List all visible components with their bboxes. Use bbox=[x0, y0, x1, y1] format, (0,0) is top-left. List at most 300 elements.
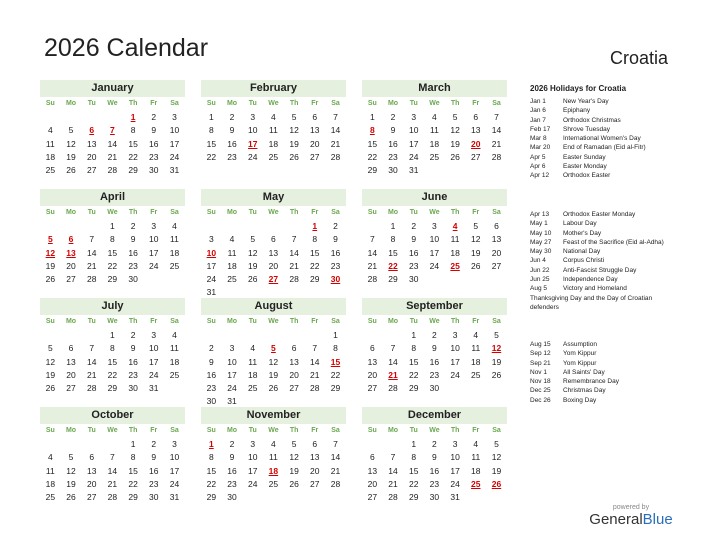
day-cell: 22 bbox=[107, 369, 118, 380]
month-name: October bbox=[40, 407, 185, 424]
week-row bbox=[362, 273, 507, 286]
holiday-date: Mar 20 bbox=[530, 144, 551, 152]
day-cell: 16 bbox=[330, 247, 341, 258]
week-row bbox=[40, 478, 185, 491]
week-row bbox=[201, 273, 346, 286]
weekday-label: Mo bbox=[226, 318, 238, 325]
day-cell: 20 bbox=[268, 260, 279, 271]
day-cell bbox=[242, 329, 263, 342]
day-cell: 27 bbox=[86, 492, 97, 503]
holiday-name: Remembrance Day bbox=[563, 378, 619, 386]
day-cell: 23 bbox=[429, 369, 440, 380]
day-cell: 26 bbox=[289, 151, 299, 162]
day-cell: 13 bbox=[367, 465, 378, 476]
week-row bbox=[40, 273, 185, 286]
holiday-date: Apr 6 bbox=[530, 163, 546, 171]
week-row bbox=[201, 438, 346, 451]
weekday-label: Mo bbox=[65, 427, 77, 434]
day-cell: 19 bbox=[471, 247, 481, 258]
holiday-day: 10 bbox=[206, 247, 217, 258]
day-cell: 9 bbox=[432, 343, 437, 354]
holiday-list-2 bbox=[530, 210, 680, 312]
holiday-date: Jan 1 bbox=[530, 98, 546, 105]
day-cell: 13 bbox=[289, 356, 299, 367]
day-cell: 22 bbox=[310, 260, 320, 271]
day-cell bbox=[164, 273, 185, 286]
week-row bbox=[201, 465, 346, 478]
day-cell: 23 bbox=[128, 369, 138, 380]
day-cell: 22 bbox=[107, 260, 118, 271]
day-cell: 4 bbox=[229, 234, 235, 245]
brand-name-part1: General bbox=[589, 511, 643, 528]
day-cell: 14 bbox=[86, 247, 97, 258]
day-cell: 25 bbox=[227, 274, 237, 285]
holiday-date: Jun 4 bbox=[530, 257, 546, 265]
day-cell: 3 bbox=[172, 439, 177, 449]
day-cell: 21 bbox=[330, 465, 341, 476]
holiday-item bbox=[530, 171, 680, 180]
holiday-day: 12 bbox=[45, 247, 56, 258]
day-cell bbox=[284, 491, 305, 504]
day-cell: 19 bbox=[45, 369, 56, 380]
day-cell: 31 bbox=[149, 383, 159, 394]
day-cell: 8 bbox=[110, 234, 115, 245]
day-cell: 19 bbox=[289, 465, 299, 476]
holiday-day: 30 bbox=[330, 274, 341, 285]
week-row bbox=[40, 491, 185, 504]
weekday-label: Th bbox=[128, 209, 138, 216]
week-row bbox=[362, 247, 507, 260]
day-cell: 16 bbox=[128, 356, 138, 367]
holiday-item bbox=[530, 116, 680, 125]
day-cell: 5 bbox=[47, 343, 53, 354]
day-cell: 21 bbox=[86, 260, 97, 271]
day-cell: 11 bbox=[170, 234, 179, 245]
day-cell: 7 bbox=[494, 112, 499, 122]
day-cell: 1 bbox=[333, 330, 338, 340]
day-cell: 16 bbox=[429, 356, 440, 367]
week-row bbox=[40, 451, 185, 464]
day-cell: 2 bbox=[432, 439, 437, 449]
day-cell: 29 bbox=[128, 492, 138, 503]
holiday-wrap-text: Thanksgiving Day and the Day of Croatian defenders bbox=[530, 294, 653, 311]
holiday-date: Apr 5 bbox=[530, 153, 546, 161]
week-row bbox=[362, 342, 507, 355]
holiday-name: Victory and Homeland bbox=[563, 285, 627, 293]
day-cell: 14 bbox=[86, 356, 97, 367]
day-cell: 13 bbox=[268, 247, 279, 258]
day-cell: 5 bbox=[250, 234, 256, 245]
holiday-item bbox=[530, 256, 680, 265]
day-cell: 13 bbox=[86, 465, 97, 476]
week-row bbox=[40, 369, 185, 382]
day-cell: 12 bbox=[491, 452, 502, 463]
holiday-date: Jan 7 bbox=[530, 116, 546, 124]
day-cell: 1 bbox=[110, 221, 115, 231]
week-row bbox=[40, 260, 185, 273]
day-cell: 25 bbox=[169, 260, 180, 271]
week-row bbox=[40, 356, 185, 369]
day-cell: 21 bbox=[86, 369, 97, 380]
holiday-date: Jun 22 bbox=[530, 266, 550, 274]
day-cell: 22 bbox=[128, 478, 138, 489]
day-cell bbox=[284, 220, 305, 233]
week-row bbox=[362, 329, 507, 342]
day-cell: 23 bbox=[330, 260, 341, 271]
day-cell: 7 bbox=[89, 234, 95, 245]
day-cell: 3 bbox=[229, 343, 235, 354]
holiday-name: Easter Sunday bbox=[563, 153, 606, 161]
holiday-item bbox=[530, 210, 680, 219]
month-june bbox=[362, 189, 507, 286]
weekday-label: Mo bbox=[387, 427, 399, 434]
week-row bbox=[201, 124, 346, 137]
day-cell: 5 bbox=[473, 221, 479, 231]
day-cell: 12 bbox=[45, 356, 56, 367]
weekday-label: Th bbox=[128, 318, 138, 325]
day-cell: 10 bbox=[247, 452, 258, 463]
day-cell: 4 bbox=[47, 125, 53, 136]
holiday-name: Orthodox Christmas bbox=[563, 116, 621, 124]
day-cell: 13 bbox=[367, 356, 378, 367]
week-row bbox=[40, 438, 185, 451]
day-cell: 28 bbox=[491, 151, 502, 162]
weekday-label: Mo bbox=[226, 427, 238, 434]
week-row bbox=[40, 124, 185, 137]
month-name: April bbox=[40, 189, 185, 206]
holiday-item bbox=[530, 238, 680, 247]
day-cell: 22 bbox=[408, 369, 419, 380]
holiday-item bbox=[530, 386, 680, 395]
day-cell: 24 bbox=[450, 369, 460, 380]
week-row bbox=[40, 138, 185, 151]
day-cell: 28 bbox=[289, 274, 299, 285]
week-row bbox=[40, 382, 185, 395]
day-cell: 10 bbox=[247, 125, 258, 136]
week-row bbox=[201, 138, 346, 151]
day-cell: 10 bbox=[450, 343, 460, 354]
week-row bbox=[362, 369, 507, 382]
weekday-label: Th bbox=[128, 427, 138, 434]
day-cell: 9 bbox=[151, 125, 157, 136]
day-cell: 21 bbox=[107, 478, 118, 489]
day-cell bbox=[263, 491, 284, 504]
day-cell bbox=[362, 220, 383, 233]
day-cell: 24 bbox=[247, 151, 258, 162]
month-september bbox=[362, 298, 507, 395]
weekday-label: Fr bbox=[311, 209, 319, 216]
holiday-date: Jun 25 bbox=[530, 276, 550, 284]
weekday-label: Tu bbox=[248, 427, 257, 434]
holiday-item bbox=[530, 162, 680, 171]
day-cell bbox=[143, 273, 164, 286]
weekday-label: Su bbox=[206, 427, 216, 434]
day-cell: 29 bbox=[408, 383, 419, 394]
weekday-label: Su bbox=[206, 318, 216, 325]
day-cell: 30 bbox=[128, 274, 138, 285]
holiday-date: Apr 12 bbox=[530, 172, 550, 180]
weekday-label: Su bbox=[367, 100, 377, 107]
day-cell: 7 bbox=[291, 234, 297, 245]
weekday-label: Mo bbox=[387, 100, 399, 107]
day-cell: 12 bbox=[289, 125, 299, 136]
day-cell: 14 bbox=[330, 452, 341, 463]
day-cell bbox=[486, 273, 507, 286]
day-cell: 1 bbox=[208, 112, 214, 122]
day-cell bbox=[40, 220, 61, 233]
day-cell: 2 bbox=[208, 343, 214, 354]
day-cell: 28 bbox=[107, 165, 118, 176]
day-cell: 13 bbox=[86, 138, 97, 149]
day-cell: 23 bbox=[227, 478, 237, 489]
day-cell: 20 bbox=[86, 151, 97, 162]
holiday-item bbox=[530, 153, 680, 162]
day-cell: 9 bbox=[130, 234, 136, 245]
day-cell: 3 bbox=[452, 439, 458, 449]
day-cell: 17 bbox=[450, 465, 460, 476]
holiday-item bbox=[530, 97, 680, 106]
day-cell: 20 bbox=[66, 369, 76, 380]
day-cell: 14 bbox=[388, 356, 398, 367]
holiday-day: 27 bbox=[268, 274, 279, 285]
holiday-date: Sep 12 bbox=[530, 350, 551, 358]
weekday-label: Sa bbox=[331, 100, 340, 107]
month-october bbox=[40, 407, 185, 504]
holiday-day: 1 bbox=[312, 221, 318, 231]
day-cell: 24 bbox=[450, 478, 460, 489]
weekday-label: Tu bbox=[409, 318, 418, 325]
day-cell: 25 bbox=[268, 151, 279, 162]
day-cell: 17 bbox=[429, 247, 440, 258]
day-cell: 2 bbox=[411, 221, 417, 231]
day-cell: 6 bbox=[494, 221, 499, 231]
week-row bbox=[201, 247, 346, 260]
day-cell: 17 bbox=[169, 465, 180, 476]
day-cell: 9 bbox=[333, 234, 338, 245]
day-cell bbox=[465, 164, 486, 177]
week-row bbox=[362, 220, 507, 233]
day-cell: 13 bbox=[310, 125, 320, 136]
weekday-label: Th bbox=[450, 318, 460, 325]
weekday-label: Su bbox=[45, 100, 55, 107]
brand-name-part2: Blue bbox=[642, 511, 673, 528]
weekday-label: Fr bbox=[311, 100, 319, 107]
day-cell: 19 bbox=[289, 138, 299, 149]
day-cell: 13 bbox=[491, 234, 502, 245]
weekday-label: Su bbox=[367, 209, 377, 216]
day-cell: 9 bbox=[151, 452, 157, 463]
day-cell bbox=[465, 382, 486, 395]
day-cell bbox=[242, 220, 263, 233]
day-cell: 20 bbox=[310, 138, 320, 149]
day-cell: 15 bbox=[128, 138, 138, 149]
week-row bbox=[362, 451, 507, 464]
day-cell: 30 bbox=[227, 492, 237, 503]
day-cell bbox=[201, 220, 222, 233]
day-cell: 15 bbox=[408, 356, 419, 367]
day-cell: 21 bbox=[310, 369, 320, 380]
week-row bbox=[201, 220, 346, 233]
weekday-label: Su bbox=[367, 318, 377, 325]
month-name: September bbox=[362, 298, 507, 315]
day-cell: 14 bbox=[330, 125, 341, 136]
week-row bbox=[201, 382, 346, 395]
day-cell: 2 bbox=[432, 330, 437, 340]
holiday-name: Independence Day bbox=[563, 276, 618, 284]
weekday-label: Sa bbox=[331, 209, 340, 216]
day-cell: 14 bbox=[367, 247, 378, 258]
month-name: February bbox=[201, 80, 346, 97]
day-cell bbox=[61, 438, 82, 451]
weekday-label: Su bbox=[367, 427, 377, 434]
holiday-day: 5 bbox=[47, 234, 53, 245]
holiday-name: End of Ramadan (Eid al-Fitr) bbox=[563, 144, 646, 152]
day-cell bbox=[40, 329, 61, 342]
weekday-label: Sa bbox=[170, 427, 179, 434]
weekday-label: We bbox=[268, 100, 279, 107]
day-cell: 20 bbox=[289, 369, 299, 380]
brand-name bbox=[588, 511, 674, 528]
day-cell: 27 bbox=[491, 260, 502, 271]
holiday-name: Easter Monday bbox=[563, 163, 607, 171]
holiday-item bbox=[530, 359, 680, 368]
weekday-label: Sa bbox=[492, 318, 501, 325]
weekday-label: Mo bbox=[65, 100, 77, 107]
holiday-item bbox=[530, 247, 680, 256]
holiday-name: Corpus Christi bbox=[563, 257, 605, 265]
day-cell: 6 bbox=[291, 343, 297, 354]
day-cell: 20 bbox=[66, 260, 76, 271]
day-cell: 24 bbox=[408, 151, 419, 162]
day-cell: 20 bbox=[310, 465, 320, 476]
day-cell bbox=[424, 164, 445, 177]
day-cell: 5 bbox=[68, 452, 74, 463]
weekday-label: We bbox=[429, 100, 440, 107]
holiday-name: Mother's Day bbox=[563, 229, 602, 237]
day-cell: 8 bbox=[333, 343, 338, 354]
day-cell: 15 bbox=[388, 247, 398, 258]
month-name: June bbox=[362, 189, 507, 206]
holiday-day: 20 bbox=[471, 138, 481, 149]
holiday-item bbox=[530, 284, 680, 293]
day-cell bbox=[445, 164, 466, 177]
day-cell: 29 bbox=[330, 383, 341, 394]
day-cell bbox=[40, 438, 61, 451]
day-cell: 27 bbox=[310, 478, 320, 489]
day-cell: 4 bbox=[172, 330, 177, 340]
holiday-date: Mar 8 bbox=[530, 135, 547, 143]
holiday-item bbox=[530, 125, 680, 134]
day-cell: 26 bbox=[268, 383, 279, 394]
week-row bbox=[362, 478, 507, 491]
day-cell: 13 bbox=[471, 125, 481, 136]
day-cell: 7 bbox=[390, 452, 396, 463]
day-cell: 12 bbox=[247, 247, 258, 258]
holiday-name: Boxing Day bbox=[563, 396, 597, 404]
day-cell: 11 bbox=[45, 138, 55, 149]
week-row bbox=[362, 151, 507, 164]
month-name: March bbox=[362, 80, 507, 97]
week-row bbox=[201, 111, 346, 124]
day-cell: 3 bbox=[411, 112, 417, 122]
holiday-day: 18 bbox=[268, 465, 279, 476]
day-cell: 16 bbox=[388, 138, 398, 149]
day-cell: 9 bbox=[130, 343, 136, 354]
day-cell: 14 bbox=[289, 247, 299, 258]
day-cell: 23 bbox=[128, 260, 138, 271]
month-november bbox=[201, 407, 346, 504]
day-cell bbox=[263, 220, 284, 233]
day-cell: 2 bbox=[229, 439, 235, 449]
day-cell bbox=[222, 329, 243, 342]
page-title: 2026 Calendar bbox=[44, 34, 209, 62]
day-cell: 18 bbox=[450, 247, 460, 258]
day-cell bbox=[222, 220, 243, 233]
day-cell: 28 bbox=[86, 274, 97, 285]
day-cell bbox=[304, 491, 325, 504]
day-cell: 23 bbox=[388, 151, 398, 162]
holiday-item bbox=[530, 143, 680, 152]
day-cell: 16 bbox=[149, 138, 159, 149]
day-cell: 30 bbox=[149, 492, 159, 503]
day-cell: 16 bbox=[128, 247, 138, 258]
day-cell: 2 bbox=[130, 330, 136, 340]
day-cell: 22 bbox=[128, 151, 138, 162]
day-cell: 8 bbox=[390, 234, 396, 245]
day-cell bbox=[81, 220, 102, 233]
day-cell: 7 bbox=[333, 439, 338, 449]
day-cell: 12 bbox=[450, 125, 460, 136]
country-name: Croatia bbox=[609, 48, 668, 68]
day-cell: 29 bbox=[107, 274, 118, 285]
holiday-name: All Saints' Day bbox=[563, 368, 605, 376]
day-cell: 7 bbox=[390, 343, 396, 354]
weekday-label: We bbox=[107, 100, 118, 107]
day-cell: 2 bbox=[151, 439, 157, 449]
day-cell: 29 bbox=[367, 165, 378, 176]
day-cell: 29 bbox=[206, 492, 217, 503]
holiday-name: Shrove Tuesday bbox=[563, 125, 610, 133]
day-cell: 24 bbox=[206, 274, 217, 285]
day-cell: 7 bbox=[333, 112, 338, 122]
day-cell: 3 bbox=[250, 439, 256, 449]
day-cell: 20 bbox=[367, 369, 378, 380]
day-cell bbox=[362, 329, 383, 342]
weekday-label: Sa bbox=[331, 318, 340, 325]
holiday-day: 13 bbox=[66, 247, 76, 258]
day-cell: 6 bbox=[369, 343, 375, 354]
day-cell bbox=[102, 111, 123, 124]
day-cell: 15 bbox=[107, 356, 118, 367]
day-cell: 3 bbox=[432, 221, 437, 231]
month-april bbox=[40, 189, 185, 286]
day-cell: 10 bbox=[149, 343, 159, 354]
day-cell: 19 bbox=[66, 478, 76, 489]
holiday-name: Epiphany bbox=[563, 107, 591, 115]
weekday-label: Mo bbox=[387, 318, 399, 325]
weekday-label: Th bbox=[289, 209, 299, 216]
month-march bbox=[362, 80, 507, 177]
weekday-label: Fr bbox=[472, 209, 480, 216]
day-cell: 18 bbox=[429, 138, 440, 149]
day-cell: 9 bbox=[208, 356, 214, 367]
weekday-label: We bbox=[268, 427, 279, 434]
day-cell: 16 bbox=[408, 247, 419, 258]
weekday-label: Fr bbox=[150, 209, 158, 216]
day-cell: 14 bbox=[491, 125, 502, 136]
day-cell: 6 bbox=[271, 234, 276, 245]
day-cell: 27 bbox=[66, 383, 76, 394]
